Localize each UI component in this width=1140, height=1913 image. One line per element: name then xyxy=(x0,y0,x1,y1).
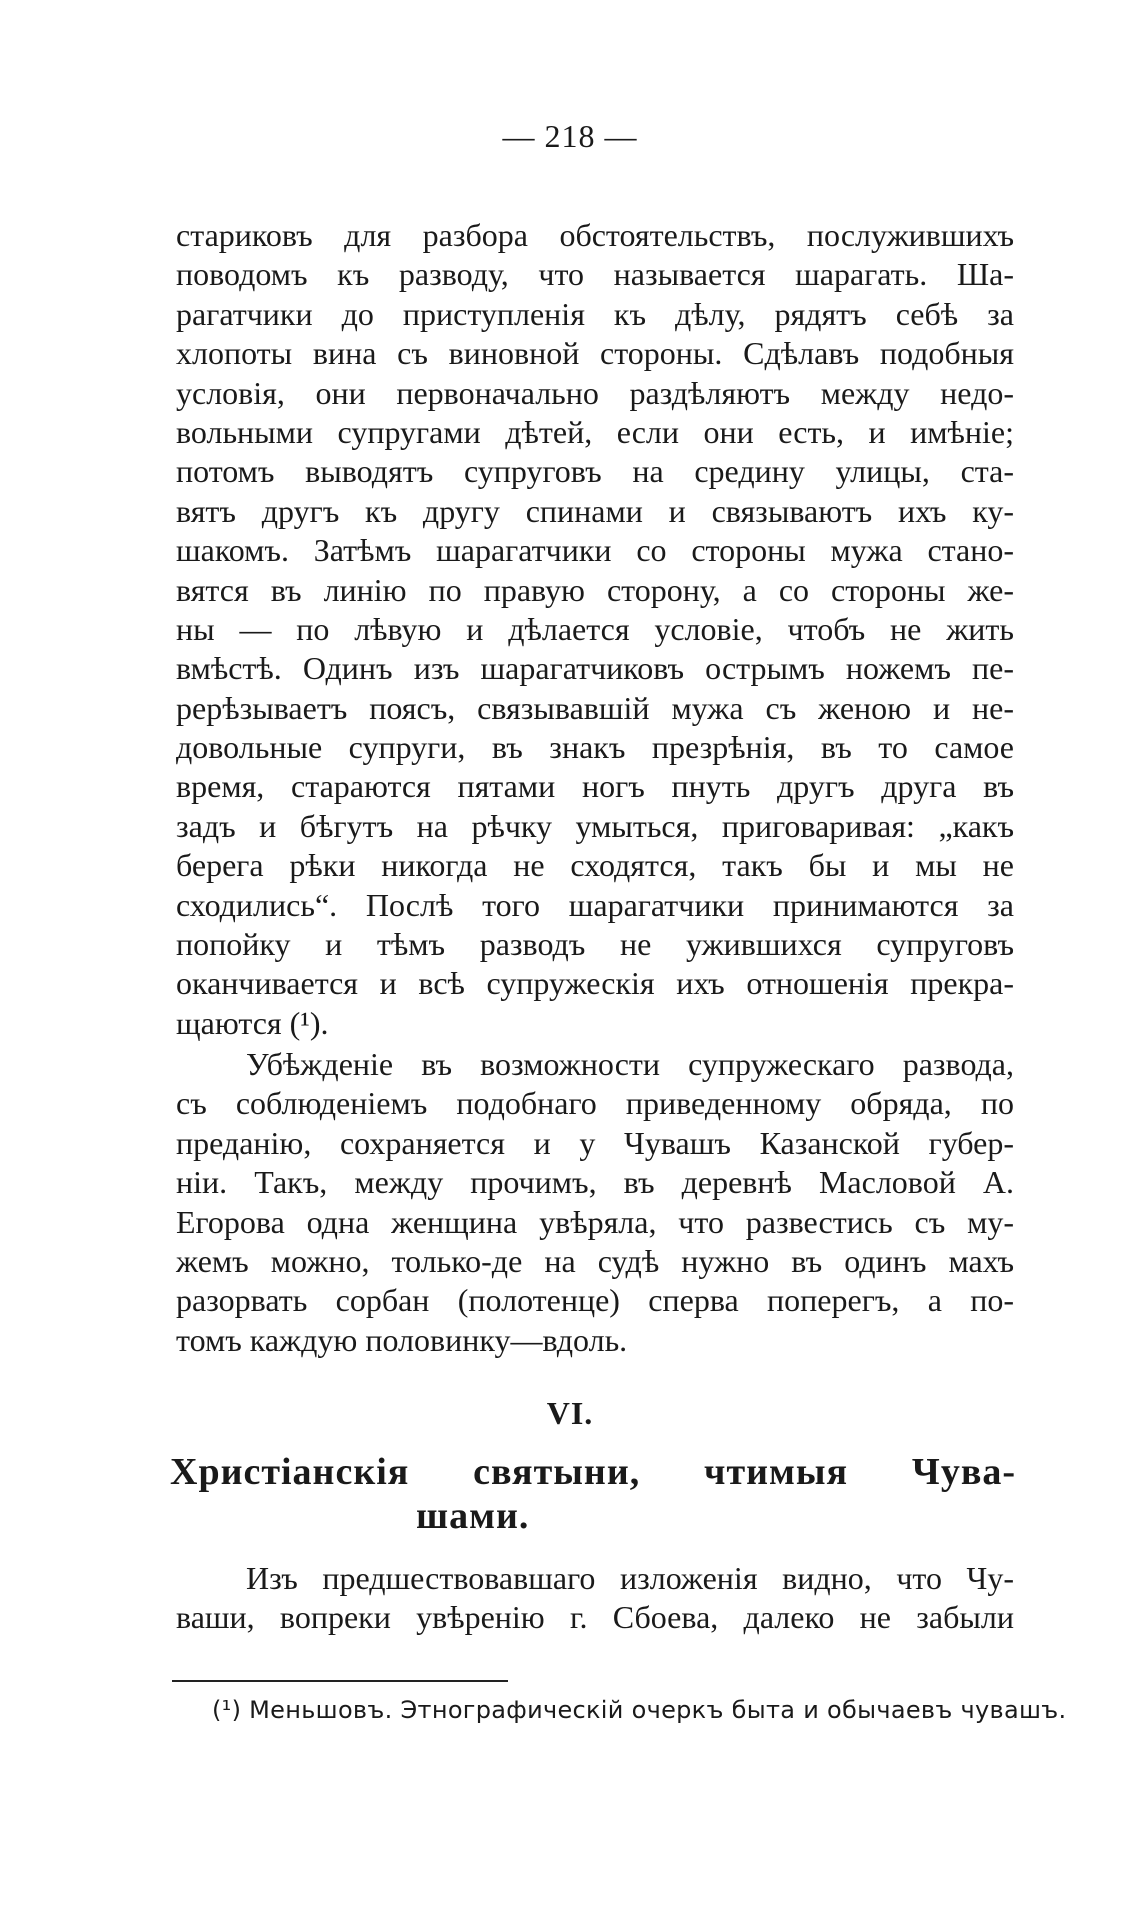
text-line: разорвать сорбан (полотенце) сперва поперегъ, а по- xyxy=(176,1282,1014,1319)
text-line: берега рѣки никогда не сходятся, такъ бы и мы не xyxy=(176,847,1014,884)
text-line: время, стараются пятами ногъ пнуть другъ друга въ xyxy=(176,768,1014,805)
text-line: оканчивается и всѣ супружескія ихъ отношенія прекра- xyxy=(176,965,1014,1002)
text-line: ваши, вопреки увѣренію г. Сбоева, далеко не забыли xyxy=(176,1599,1014,1636)
section-title-line: шами. xyxy=(416,1495,530,1537)
text-line: попойку и тѣмъ разводъ не ужившихся супруговъ xyxy=(176,926,1014,963)
text-line: преданію, сохраняется и у Чувашъ Казанской губер- xyxy=(176,1124,1014,1161)
text-line: Изъ предшествовавшаго изложенія видно, что Чу- xyxy=(246,1560,1014,1596)
text-line: жемъ можно, только-де на судѣ нужно въ одинъ махъ xyxy=(176,1242,1014,1279)
text-line: рагатчики до приступленія къ дѣлу, рядятъ себѣ за xyxy=(176,295,1014,332)
text-line: поводомъ къ разводу, что называется шарагать. Ша- xyxy=(176,256,1014,293)
text-line: шакомъ. Затѣмъ шарагатчики со стороны мужа стано- xyxy=(176,532,1014,569)
text-line: щаются (¹). xyxy=(176,1004,329,1041)
footnote: (¹) Меньшовъ. Этнографическій очеркъ быта и обычаевъ чувашъ. xyxy=(212,1696,1067,1724)
text-line: стариковъ для разбора обстоятельствъ, послужившихъ xyxy=(176,217,1014,253)
paragraph-1 xyxy=(176,216,1014,1043)
section-heading xyxy=(170,1450,1016,1538)
text-line: томъ каждую половинку—вдоль. xyxy=(176,1321,628,1358)
text-line: вмѣстѣ. Одинъ изъ шарагатчиковъ острымъ ножемъ пе- xyxy=(176,650,1014,687)
text-line: рерѣзываетъ поясъ, связывавшій мужа съ женою и не- xyxy=(176,689,1014,726)
section-title-line: Христіанскія святыни, чтимыя Чува- xyxy=(170,1451,1016,1493)
text-line: вольными супругами дѣтей, если они есть, и имѣніе; xyxy=(176,413,1014,450)
paragraph-2 xyxy=(176,1045,1014,1360)
text-line: ніи. Такъ, между прочимъ, въ деревнѣ Масловой А. xyxy=(176,1164,1014,1201)
text-line: задъ и бѣгутъ на рѣчку умыться, приговаривая: „какъ xyxy=(176,807,1014,844)
text-line: сходились“. Послѣ того шарагатчики принимаются за xyxy=(176,886,1014,923)
text-line: съ соблюденіемъ подобнаго приведенному обряда, по xyxy=(176,1085,1014,1122)
text-line: Егорова одна женщина увѣряла, что развестись съ му- xyxy=(176,1203,1014,1240)
page-number: — 218 — xyxy=(502,118,638,154)
section-number: VI. xyxy=(546,1395,594,1431)
text-line: потомъ выводятъ супруговъ на средину улицы, ста- xyxy=(176,453,1014,490)
text-line: вятся въ линію по правую сторону, а со стороны же- xyxy=(176,571,1014,608)
text-line: условія, они первоначально раздѣляютъ между недо- xyxy=(176,374,1014,411)
text-line: ны — по лѣвую и дѣлается условіе, чтобъ не жить xyxy=(176,610,1014,647)
text-line: довольные супруги, въ знакъ презрѣнія, въ то самое xyxy=(176,729,1014,766)
paragraph-3 xyxy=(176,1559,1014,1638)
text-line: хлопоты вина съ виновной стороны. Сдѣлавъ подобныя xyxy=(176,335,1014,372)
footnote-separator xyxy=(172,1680,508,1682)
text-line: Убѣжденіе въ возможности супружескаго развода, xyxy=(246,1046,1014,1082)
text-line: вятъ другъ къ другу спинами и связываютъ ихъ ку- xyxy=(176,492,1014,529)
